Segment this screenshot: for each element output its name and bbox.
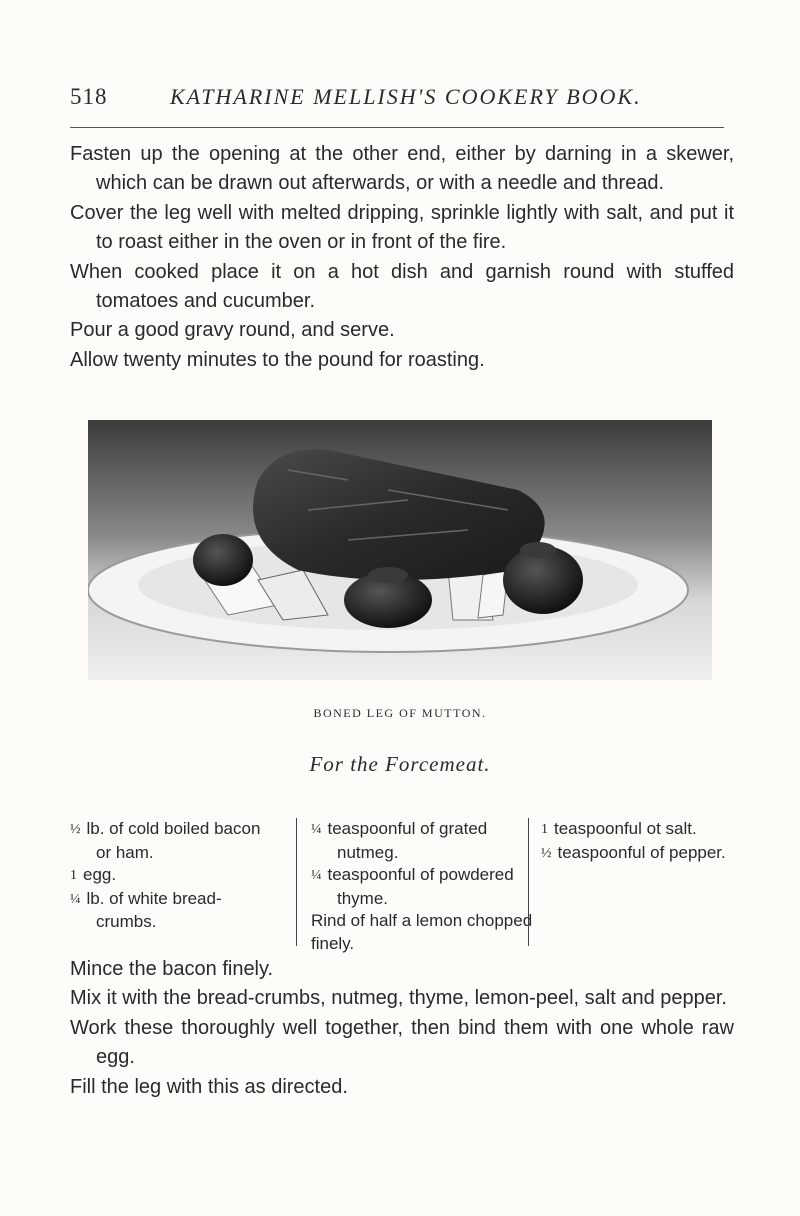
page-header [70, 84, 730, 124]
ingredient-item [541, 818, 753, 842]
ingredient-quantity: ½ [70, 822, 81, 837]
ingredients-column-2 [296, 818, 533, 953]
ingredient-quantity: 1 [70, 868, 77, 883]
ingredient-text: teaspoonful ot salt. [554, 819, 697, 838]
photo-caption: BONED LEG OF MUTTON. [313, 706, 487, 720]
instruction-paragraph: When cooked place it on a hot dish and garnish round with stuffed tomatoes and cucumber. [70, 260, 734, 313]
method-paragraph: Fill the leg with this as directed. [70, 1075, 348, 1098]
ingredient-quantity: 1 [541, 822, 548, 837]
method-paragraph: Mince the bacon finely. [70, 958, 274, 980]
ingredients-list [70, 818, 740, 953]
method-paragraph: Mix it with the bread-crumbs, nutmeg, thyme, lemon-peel, salt and pepper. [70, 987, 727, 1010]
ingredient-quantity: ½ [541, 845, 552, 861]
ingredient-text: teaspoonful of grated nutmeg. [327, 819, 488, 862]
forcemeat-heading: For the Forcemeat. [309, 752, 491, 776]
ingredient-item [541, 842, 753, 866]
ingredient-text: egg. [83, 865, 117, 884]
ingredient-text: Rind of half a lemon chopped finely. [311, 911, 533, 953]
mutton-photo [88, 420, 712, 680]
instructions [70, 140, 734, 375]
running-title: KATHARINE MELLISH'S COOKERY BOOK. [170, 84, 642, 109]
header-rule [70, 127, 724, 128]
ingredient-item [70, 888, 280, 934]
method-steps [70, 955, 734, 1102]
ingredient-text: teaspoonful of powdered thyme. [327, 865, 514, 908]
ingredient-item [311, 864, 533, 910]
ingredient-quantity: ¼ [311, 822, 322, 837]
ingredient-quantity: ¼ [311, 868, 322, 883]
ingredients-column-1 [70, 818, 280, 934]
instruction-paragraph: Cover the leg well with melted dripping, sprinkle lightly with salt, and put it to roast either in the oven or in front of the fire. [70, 201, 734, 254]
instruction-paragraph: Allow twenty minutes to the pound for roasting. [70, 348, 485, 371]
ingredient-item [70, 864, 280, 888]
ingredient-quantity: ¼ [70, 891, 81, 907]
page-number: 518 [70, 84, 108, 109]
ingredients-column-3 [528, 818, 753, 946]
ingredient-text: teaspoonful of pepper. [557, 842, 726, 862]
instruction-paragraph: Fasten up the opening at the other end, either by darning in a skewer, which can be drawn out afterwards, or with a needle and thread. [70, 143, 734, 195]
ingredient-item [311, 818, 533, 864]
method-paragraph: Work these thoroughly well together, then bind them with one whole raw egg. [70, 1016, 734, 1069]
ingredient-item [70, 818, 280, 864]
ingredient-text: lb. of cold boiled bacon or ham. [86, 819, 261, 862]
mutton-photo-drawing [88, 420, 712, 680]
instruction-paragraph: Pour a good gravy round, and serve. [70, 319, 395, 342]
ingredient-text: lb. of white bread-crumbs. [86, 888, 222, 931]
ingredient-item [311, 910, 533, 955]
